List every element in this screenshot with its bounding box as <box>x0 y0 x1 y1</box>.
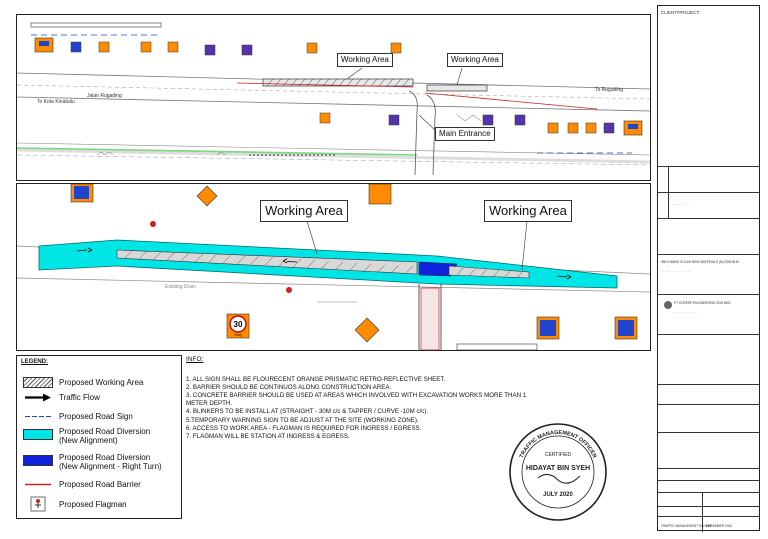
info-line-4: METER DEPTH. <box>186 400 233 408</box>
info-line-6: 5.TEMPORARY WARNING SIGN TO BE ADJUST AT THE SITE (WORKING ZONE). <box>186 416 419 424</box>
sign-purple-5 <box>515 115 525 125</box>
working-area-callout-1: Working Area <box>337 53 393 67</box>
info-line-3: 3. CONCRETE BARRIER SHOULD BE USED AT AREAS WHICH INVOLVED WITH EXCAVATION WORKS MORE THAN 1 <box>186 392 527 400</box>
sign-speed-3 <box>320 113 330 123</box>
flagman-2 <box>286 287 292 293</box>
road-sign-line-icon <box>23 411 53 422</box>
legend-label: Proposed Road Sign <box>59 412 133 421</box>
arrow-right-icon <box>23 392 53 403</box>
detail-plan-view <box>16 183 651 351</box>
access-road-barrier <box>421 288 439 350</box>
client-name: SBH KIBING SOLAR NEW MATERIALS (M) SDN BHD <box>661 260 739 264</box>
legend-label: Proposed Road Barrier <box>59 480 141 489</box>
flagman-icon <box>23 496 53 512</box>
speed-value: 30 <box>233 320 243 329</box>
to-rugading-text: To Rugading <box>595 87 624 93</box>
sign-warning-2 <box>141 42 151 52</box>
top-barrier-strip <box>31 23 161 27</box>
certification-stamp <box>508 422 608 522</box>
working-area-label-left: Working Area <box>260 200 348 222</box>
working-area-swatch <box>23 377 53 388</box>
stamp-signature <box>538 474 580 483</box>
legend-label: Traffic Flow <box>59 393 100 402</box>
title-block: CLIENT/PROJECT: . . . . . . . . SBH KIBING SOLAR NEW MATERIALS (M) SDN BHD . . . . . . . . . . . . . . PT KORESP ENGINEERING SDN BHD . . . . . . . . . . . TRAFFIC MANAGEMENT SCHEME DECEMBER 2020 <box>657 5 760 531</box>
sign-purple-3 <box>389 115 399 125</box>
info-line-5: 4. BLINKERS TO BE INSTALL AT (STRAIGHT - 30M c/c & TAPPER / CURVE -10M c/c). <box>186 408 429 416</box>
legend-label: Proposed Working Area <box>59 378 144 387</box>
sign-speed-1 <box>168 42 178 52</box>
legend-sublabel: (New Alignment) <box>59 436 118 445</box>
detail-sign-warning-2 <box>355 318 379 342</box>
detail-sign-speed-top <box>369 184 391 204</box>
detail-sign-warning-1 <box>197 186 217 206</box>
stamp-date: JULY 2020 <box>543 492 573 498</box>
sign-purple-1 <box>205 45 215 55</box>
top-plan-view <box>16 14 651 181</box>
sign-warning-1 <box>99 42 109 52</box>
sign-warning-4 <box>568 123 578 133</box>
speed-unit: Km/j <box>234 333 242 337</box>
sign-purple-2 <box>242 45 252 55</box>
working-area-hatch-2 <box>427 85 487 91</box>
legend-sublabel: (New Alignment - Right Turn) <box>59 462 162 471</box>
drawing-title: TRAFFIC MANAGEMENT SCHEME <box>661 524 713 528</box>
legend-label: Proposed Road Diversion <box>59 427 151 436</box>
road-edge-lower <box>17 97 650 111</box>
legend-label: Proposed Flagman <box>59 499 127 509</box>
legend-item-diversion <box>23 427 150 445</box>
info-line-2: 2. BARRIER SHOULD BE CONTINUOS ALONG CONSTRUCTION AREA. <box>186 384 392 392</box>
info-line-8: 7. FLAGMAN WILL BE STATION AT INGRESS & EGRESS. <box>186 432 350 440</box>
road-name-text: Jalan Rugading <box>87 93 122 99</box>
contractor-logo <box>664 301 672 309</box>
sign-purple-4 <box>483 115 493 125</box>
sign-purple-6 <box>604 123 614 133</box>
sign-keep-left-1 <box>71 42 81 52</box>
to-kota-text: To Kota Kinabalu <box>37 99 75 105</box>
top-plan-drawing <box>17 15 650 180</box>
legend-box <box>16 355 182 519</box>
legend-title: LEGEND: <box>21 359 48 365</box>
legend-item-flagman <box>23 496 127 512</box>
legend-item-traffic-flow <box>23 392 100 403</box>
title-block-header: CLIENT/PROJECT: <box>661 10 701 15</box>
info-line-7: 6. ACCESS TO WORK AREA - FLAGMAN IS REQUIRED FOR INGRESS / EGRESS. <box>186 424 422 432</box>
stamp-name: HIDAYAT BIN SYEH <box>525 465 591 472</box>
sign-board-1-inner <box>39 41 49 46</box>
info-line-1: 1. ALL SIGN SHALL BE FLOURECENT ORANGE PRISMATIC RETRO-REFLECTIVE SHEET. <box>186 376 446 384</box>
existing-drain-label: Existing Drain <box>165 284 196 290</box>
legend-label: Proposed Road Diversion <box>59 453 151 462</box>
working-area-callout-2: Working Area <box>447 53 503 67</box>
main-entrance-callout: Main Entrance <box>435 127 495 141</box>
sign-warning-5 <box>586 123 596 133</box>
legend-item-barrier <box>23 479 141 490</box>
access-road-left <box>409 91 417 175</box>
sign-warning-3 <box>307 43 317 53</box>
right-turn-swatch <box>23 455 53 466</box>
stamp-seal <box>508 422 608 522</box>
contractor-name: PT KORESP ENGINEERING SDN BHD <box>674 301 731 305</box>
stamp-certified: CERTIFIED <box>544 452 572 458</box>
info-section <box>186 356 527 466</box>
stamp-top-text: TRAFFIC MANAGEMENT OFFICER <box>518 429 598 460</box>
sign-speed-4 <box>548 123 558 133</box>
info-title: INFO: <box>186 356 204 363</box>
drawing-date: DECEMBER 2020 <box>706 524 733 528</box>
diversion-swatch <box>23 429 53 440</box>
flagman-1 <box>150 221 156 227</box>
legend-item-working-area <box>23 377 143 388</box>
barrier-line-icon <box>23 479 53 490</box>
sign-speed-2 <box>391 43 401 53</box>
legend-item-right-turn <box>23 453 162 471</box>
legend-item-road-sign <box>23 411 133 422</box>
working-area-label-right: Working Area <box>484 200 572 222</box>
